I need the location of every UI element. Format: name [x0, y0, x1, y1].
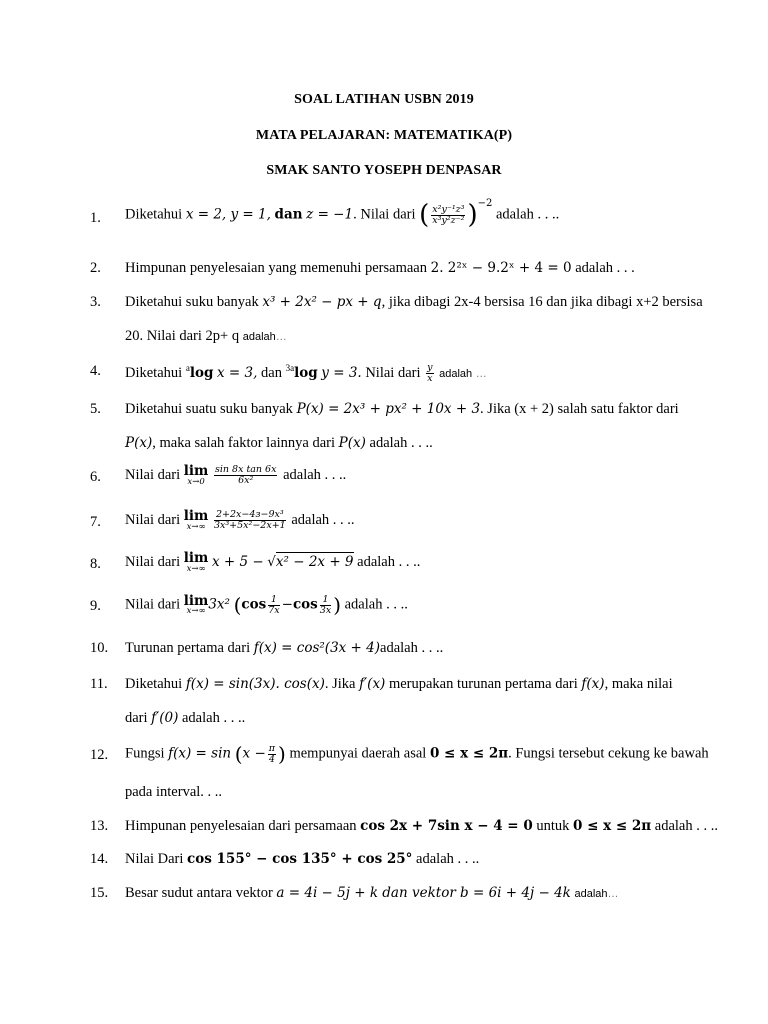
question-number: 11.: [90, 676, 108, 692]
question-text: Nilai Dari cos 155° − cos 135° + cos 25° adalah . . ..: [125, 851, 480, 867]
question-number: 3.: [90, 294, 101, 310]
question-number: 7.: [90, 514, 101, 530]
document-subject: MATA PELAJARAN: MATEMATIKA(P): [255, 128, 513, 143]
question-number: 15.: [90, 885, 109, 901]
question-text: Nilai dari lim x→∞ 3x² (cos $\frac{1}{7x}$ −cos $\frac{1}{3x}$ ) adalah . . ..: [125, 592, 408, 617]
question-number: 8.: [90, 556, 101, 572]
question-text: Nilai dari lim x→∞ x + 5 − √x² − 2x + 9 adalah . . ..: [125, 550, 421, 574]
question-text: Diketahui $^a$log x = 3, dan $^{3a}$log y = 3. Nilai dari $\frac{y}{x}$ adalah …: [125, 362, 487, 384]
question-text: Turunan pertama dari f(x) = cos²(3x + 4)adalah . . ..: [125, 640, 444, 656]
question-number: 13.: [90, 818, 109, 834]
question-text: Fungsi f(x) = sin (x − $\frac{\pi}{4}$ ) mempunyai daerah asal 0 ≤ x ≤ 2π. Fungsi tersebut cekung ke bawah: [125, 742, 709, 766]
question-text: Himpunan penyelesaian yang memenuhi persamaan 2. 2²ˣ − 9.2ˣ + 4 = 0 adalah . . .: [125, 260, 635, 276]
question-number: 1.: [90, 210, 101, 226]
question-text: Diketahui suku banyak x³ + 2x² − px + q, jika dibagi 2x-4 bersisa 16 dan jika dibagi x+2 bersisa: [125, 294, 703, 310]
question-text: Diketahui suatu suku banyak P(x) = 2x³ + px² + 10x + 3. Jika (x + 2) salah satu faktor dari: [125, 401, 679, 417]
question-number: 2.: [90, 260, 101, 276]
document-title: SOAL LATIHAN USBN 2019: [294, 92, 474, 107]
question-number: 14.: [90, 851, 109, 867]
question-text: Besar sudut antara vektor a = 4i − 5j + k dan vektor b = 6i + 4j − 4k adalah…: [125, 885, 619, 901]
question-text: P(x), maka salah faktor lainnya dari P(x) adalah . . ..: [125, 435, 433, 451]
question-text: Himpunan penyelesaian dari persamaan cos 2x + 7sin x − 4 = 0 untuk 0 ≤ x ≤ 2π adalah . . ..: [125, 818, 718, 834]
question-number: 10.: [90, 640, 109, 656]
document-school: SMAK SANTO YOSEPH DENPASAR: [266, 163, 502, 178]
question-text: Diketahui x = 2, y = 1, dan z = −1. Nilai dari ( $\frac{\text{x²y⁻¹z³}}{\text{x³y²z⁻²}}$ )$^{-2}$ adalah . . ..: [125, 198, 560, 230]
question-number: 6.: [90, 469, 101, 485]
question-number: 5.: [90, 401, 101, 417]
question-number: 4.: [90, 363, 101, 379]
question-text: pada interval. . ..: [125, 784, 223, 800]
question-text: Nilai dari lim x→∞ $\frac{\text{2+2x−4з−9x³}}{\text{3x³+5x²−2x+1}}$ adalah . . ..: [125, 508, 355, 532]
question-number: 12.: [90, 747, 109, 763]
question-text: 20. Nilai dari 2p+ q adalah…: [125, 328, 287, 344]
question-text: dari f′(0) adalah . . ..: [125, 710, 246, 726]
question-number: 9.: [90, 598, 101, 614]
question-text: Diketahui f(x) = sin(3x). cos(x). Jika f′(x) merupakan turunan pertama dari f(x), maka nilai: [125, 676, 673, 692]
question-text: Nilai dari lim x→0 $\frac{\text{sin 8x tan 6x}}{\text{6x²}}$ adalah . . ..: [125, 463, 347, 487]
